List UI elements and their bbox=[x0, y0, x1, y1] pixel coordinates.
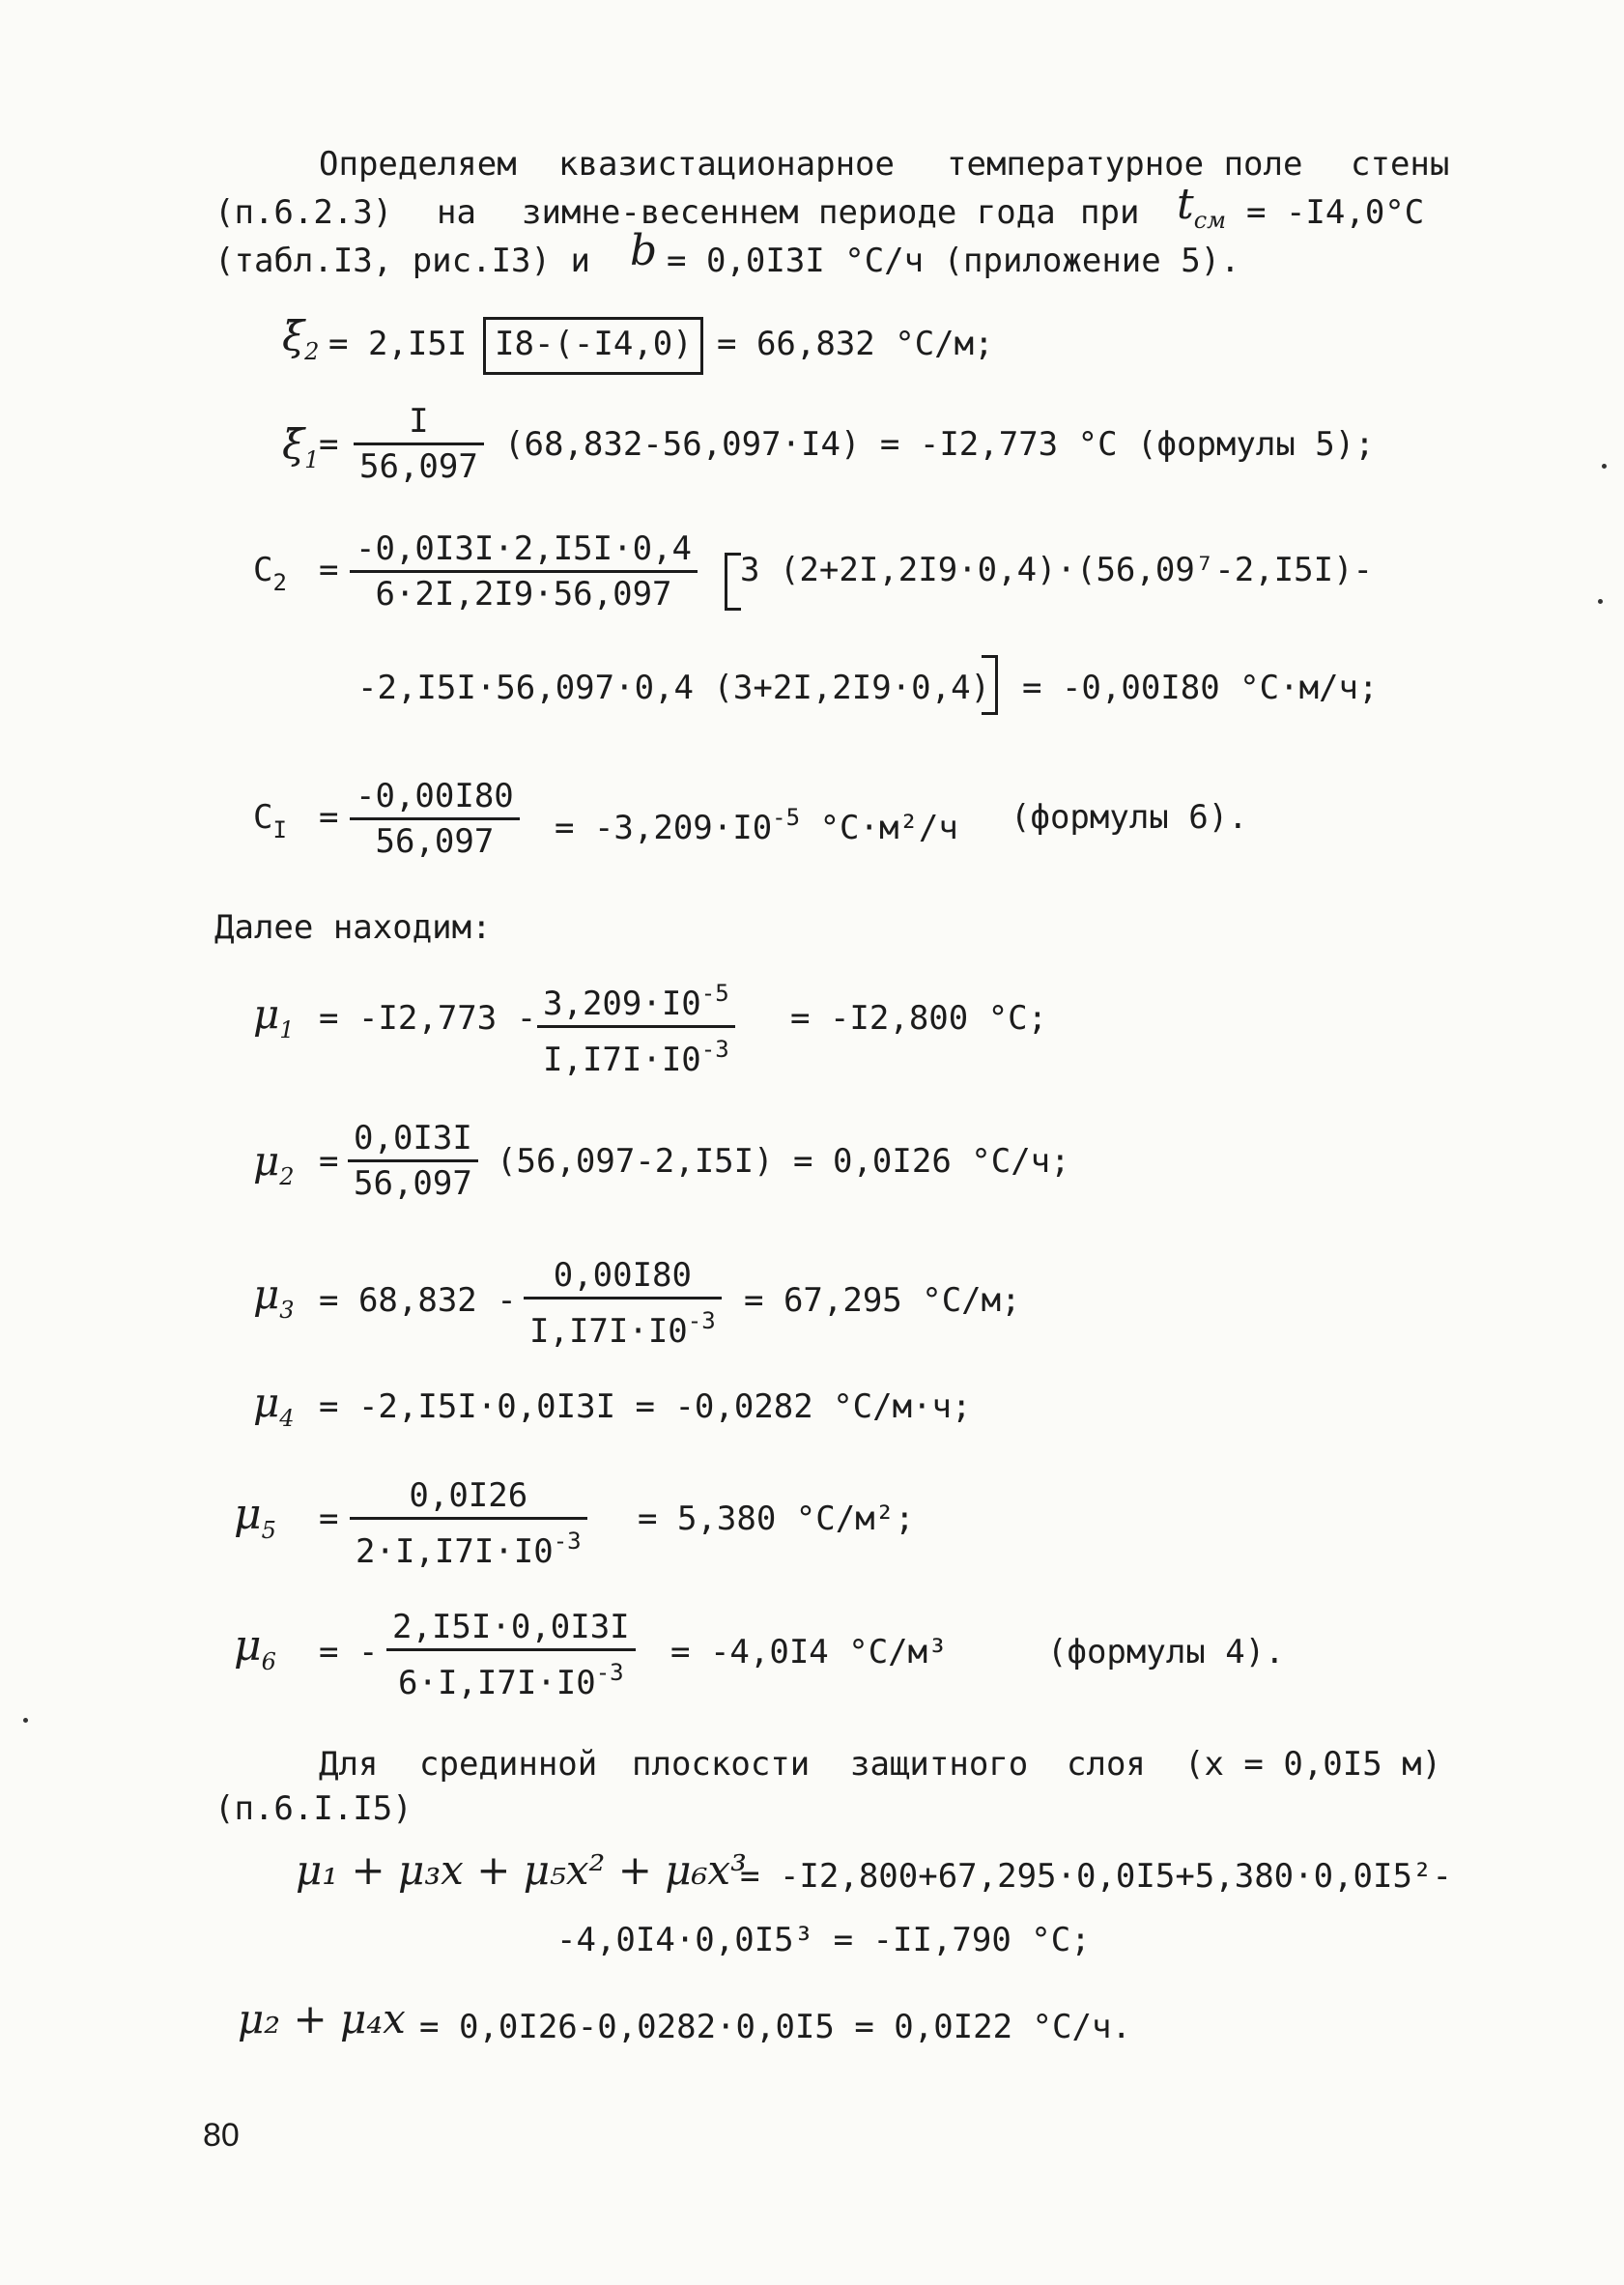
intro-line-1-word-4: стены bbox=[1351, 145, 1450, 184]
mu6-numerator: 2,I5I·0,0I3I bbox=[386, 1608, 636, 1651]
temperature-value: = -I4,0°C bbox=[1246, 193, 1425, 232]
mu4-symbol: $\mu_4$ bbox=[253, 1379, 295, 1432]
scan-speck bbox=[23, 1718, 28, 1723]
intro-line-2-ref: (п.6.2.3) bbox=[214, 193, 393, 232]
sum2-rhs: = 0,0I26-0,0282·0,0I5 = 0,0I22 °С/ч. bbox=[419, 2008, 1131, 2046]
mid-line-1-word-1: Для bbox=[319, 1745, 379, 1784]
xi1-equals: = bbox=[319, 425, 339, 464]
intro-line-1-word-1: Определяем bbox=[319, 145, 517, 184]
c2-denominator: 6·2I,2I9·56,097 bbox=[375, 575, 672, 614]
mu1-numerator: $3,209\cdot I0^{-5}$ bbox=[537, 974, 735, 1028]
xi1-symbol: $\xī_1$ bbox=[282, 420, 320, 473]
mu4-expression: = -2,I5I·0,0I3I = -0,0282 °С/м·ч; bbox=[319, 1387, 972, 1426]
mu6-fraction bbox=[386, 1608, 636, 1702]
mid-line-1-word-3: плоскости bbox=[632, 1745, 811, 1784]
mu6-symbol: $\mu_6$ bbox=[234, 1621, 276, 1675]
xi2-symbol: $\xī_2$ bbox=[282, 312, 320, 365]
c2-equals: = bbox=[319, 551, 339, 589]
c2-symbol: $C_2$ bbox=[253, 551, 287, 596]
sum1-rhs-line-1: = -I2,800+67,295·0,0I5+5,380·0,0I5²- bbox=[740, 1857, 1452, 1896]
xi2-expression-a: = 2,I5I bbox=[328, 325, 468, 363]
mu6-equals: = - bbox=[319, 1633, 379, 1671]
xi1-fraction bbox=[354, 402, 484, 486]
mu5-symbol: $\mu_5$ bbox=[234, 1490, 276, 1544]
mu3-symbol: $\mu_3$ bbox=[253, 1271, 295, 1324]
c1-symbol: $C_I$ bbox=[253, 798, 287, 843]
mid-line-1-word-5: слоя bbox=[1067, 1745, 1146, 1784]
intro-line-3-ref: (табл.I3, рис.I3) и bbox=[214, 242, 590, 280]
mu5-fraction bbox=[350, 1476, 587, 1571]
mu1-denominator: $I,I7I\cdot I0^{-3}$ bbox=[543, 1036, 729, 1079]
scan-speck bbox=[1598, 599, 1603, 604]
mu3-numerator: 0,00I80 bbox=[524, 1256, 722, 1300]
c2-rest-line-1: 3 (2+2I,2I9·0,4)·(56,09⁷-2,I5I)- bbox=[740, 551, 1374, 589]
intro-line-2-period: зимне-весеннем периоде года bbox=[522, 193, 1056, 232]
c1-equals: = bbox=[319, 798, 339, 837]
c2-close-bracket bbox=[982, 655, 998, 715]
intro-line-2-when: при bbox=[1080, 193, 1140, 232]
xi1-rest: (68,832-56,097·I4) = -I2,773 °С (формулы 5); bbox=[504, 425, 1375, 464]
c1-numerator: -0,00I80 bbox=[350, 777, 520, 820]
mu1-fraction bbox=[537, 974, 735, 1079]
xi2-expression-b: = 66,832 °С/м; bbox=[717, 325, 994, 363]
c2-line-2-result: = -0,00I80 °С·м/ч; bbox=[1022, 669, 1379, 707]
further-heading: Далее находим: bbox=[214, 908, 492, 947]
page-number: 80 bbox=[203, 2117, 240, 2154]
mu5-result: = 5,380 °С/м²; bbox=[638, 1500, 915, 1538]
mid-line-1-condition: (x = 0,0I5 м) bbox=[1184, 1745, 1442, 1784]
mid-line-2-ref: (п.6.I.I5) bbox=[214, 1789, 413, 1828]
c2-open-bracket bbox=[725, 553, 741, 611]
c1-fraction bbox=[350, 777, 520, 861]
mid-line-1-word-2: срединной bbox=[419, 1745, 598, 1784]
temperature-symbol: $t_{см}$ bbox=[1177, 180, 1227, 234]
rate-symbol: b bbox=[630, 226, 658, 275]
intro-line-1-word-3: температурное поле bbox=[947, 145, 1303, 184]
mu6-note: (формулы 4). bbox=[1047, 1633, 1285, 1671]
sum2-lhs: μ₂ + μ₄x bbox=[238, 1995, 406, 2042]
mu6-denominator: $6\cdot I,I7I\cdot I0^{-3}$ bbox=[398, 1659, 624, 1702]
mid-line-1-word-4: защитного bbox=[850, 1745, 1029, 1784]
c2-line-2: -2,I5I·56,097·0,4 (3+2I,2I9·0,4) bbox=[357, 669, 991, 707]
mu1-symbol: $\mu_1$ bbox=[253, 990, 295, 1043]
mu3-result: = 67,295 °С/м; bbox=[744, 1281, 1021, 1320]
mu2-equals: = bbox=[319, 1142, 339, 1181]
intro-line-2-word: на bbox=[437, 193, 476, 232]
mu5-numerator: 0,0I26 bbox=[350, 1476, 587, 1520]
mu5-equals: = bbox=[319, 1500, 339, 1538]
xi2-bracket-inner: I8-(-I4,0) bbox=[495, 325, 693, 363]
mu3-prefix: = 68,832 - bbox=[319, 1281, 517, 1320]
c2-fraction bbox=[350, 529, 698, 614]
rate-value: = 0,0I3I °С/ч (приложение 5). bbox=[667, 242, 1240, 280]
xi1-numerator: I bbox=[354, 402, 484, 445]
mu3-fraction bbox=[524, 1256, 722, 1351]
mu6-result: = -4,0I4 °С/м³ bbox=[670, 1633, 948, 1671]
mu2-result: (56,097-2,I5I) = 0,0I26 °С/ч; bbox=[497, 1142, 1070, 1181]
mu1-result: = -I2,800 °С; bbox=[790, 999, 1048, 1038]
sum1-lhs: μ₁ + μ₃x + μ₅x² + μ₆x³ bbox=[296, 1846, 747, 1894]
xi1-denominator: 56,097 bbox=[359, 447, 478, 486]
mu1-prefix: = -I2,773 - bbox=[319, 999, 537, 1038]
intro-line-1-word-2: квазистационарное bbox=[558, 145, 895, 184]
mu2-fraction bbox=[348, 1119, 478, 1203]
mu3-denominator: $I,I7I\cdot I0^{-3}$ bbox=[529, 1307, 716, 1351]
c1-result: = $-3,209\cdot I0^{-5}$ °С·м²/ч bbox=[555, 804, 958, 847]
sum1-rhs-line-2: -4,0I4·0,0I5³ = -II,790 °С; bbox=[556, 1921, 1091, 1959]
c1-note: (формулы 6). bbox=[1011, 798, 1248, 837]
c2-numerator: -0,0I3I·2,I5I·0,4 bbox=[350, 529, 698, 573]
mu2-symbol: $\mu_2$ bbox=[253, 1137, 295, 1190]
c1-denominator: 56,097 bbox=[375, 822, 495, 861]
mu2-numerator: 0,0I3I bbox=[348, 1119, 478, 1162]
mu2-denominator: 56,097 bbox=[354, 1164, 472, 1203]
scan-speck bbox=[1602, 464, 1607, 469]
mu5-denominator: $2\cdot I,I7I\cdot I0^{-3}$ bbox=[356, 1528, 582, 1571]
